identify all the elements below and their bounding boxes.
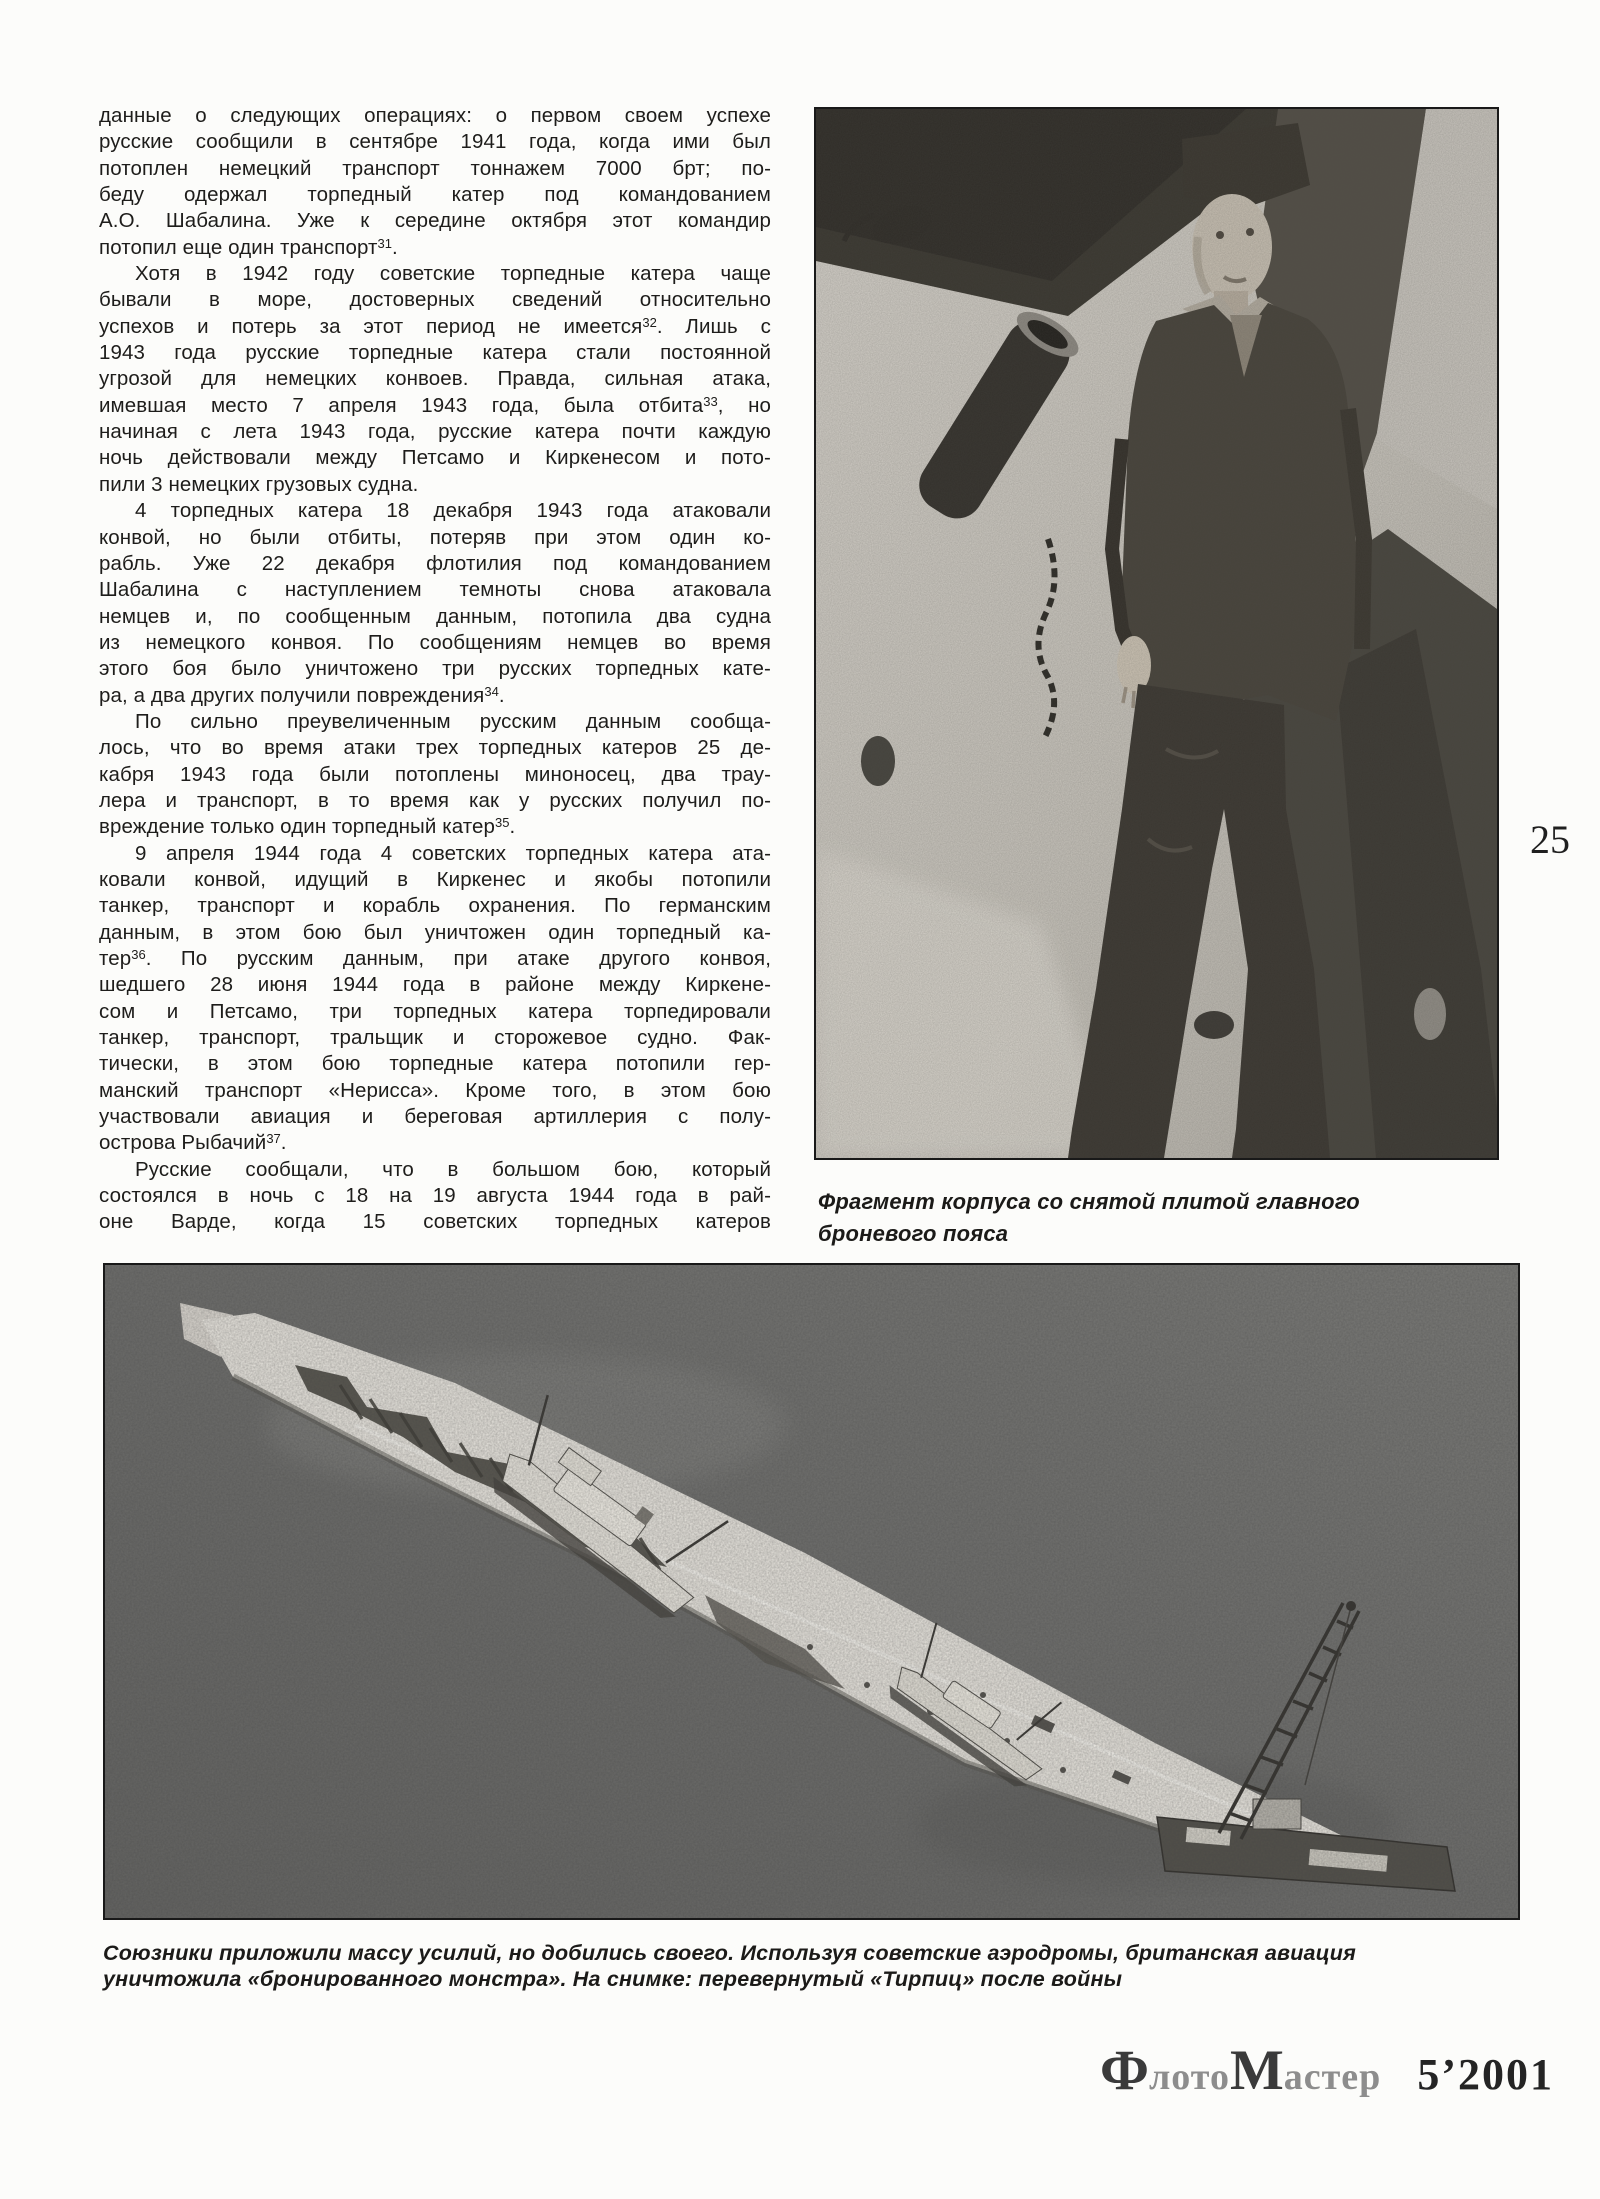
text-line: острова Рыбачий$^{37}$. — [99, 1131, 287, 1155]
text-line: 9 апреля 1944 года 4 советских торпедных катера ата- — [135, 841, 771, 865]
logo-part-aster: астер — [1283, 2056, 1382, 2098]
logo-part-loto: лото — [1148, 2056, 1230, 2098]
page-number: 25 — [1530, 817, 1570, 862]
text-line: манский транспорт «Нерисса». Кроме того, в этом бою — [99, 1078, 771, 1102]
text-line: ра, а два других получили повреждения$^{34}$. — [99, 683, 505, 707]
text-line: конвой, но были отбиты, потеряв при этом один ко- — [99, 525, 771, 549]
text-line: А.О. Шабалина. Уже к середине октября этот командир — [99, 209, 771, 233]
text-line: ночь действовали между Петсамо и Киркенесом и пото- — [99, 446, 771, 470]
magazine-logo — [1100, 2038, 1554, 2103]
text-line: бывали в море, достоверных сведений относительно — [99, 288, 771, 312]
text-line: потоплен немецкий транспорт тоннажем 7000 брт; по- — [99, 156, 771, 180]
text-line: вреждение только один торпедный катер$^{35}$. — [99, 815, 516, 839]
text-line: имевшая место 7 апреля 1943 года, была отбита$^{33}$, но — [99, 393, 771, 417]
bottom-photo-caption — [103, 1941, 1513, 1992]
tirpitz-wreck-photo — [103, 1263, 1520, 1920]
text-line: лера и транспорт, в то время как у русских получил по- — [99, 788, 771, 812]
logo-letter-m: М — [1229, 2039, 1284, 2102]
film-grain — [816, 109, 1497, 1158]
text-line: из немецкого конвоя. По сообщениям немцев во время — [99, 630, 771, 654]
text-line: 4 торпедных катера 18 декабря 1943 года атаковали — [135, 499, 771, 523]
text-line: кабря 1943 года были потоплены миноносец, два трау- — [99, 762, 771, 786]
text-line: По сильно преувеличенным русским данным сообща- — [135, 709, 771, 733]
tirpitz-wreck-photo-art — [105, 1265, 1518, 1918]
top-photo-caption — [818, 1186, 1458, 1250]
caption-line: Фрагмент корпуса со снятой плитой главного — [818, 1189, 1360, 1214]
text-line: немцев и, по сообщенным данным, потопила два судна — [99, 604, 771, 628]
text-line: русские сообщили в сентябре 1941 года, когда ими был — [99, 130, 771, 154]
hull-fragment-photo — [814, 107, 1499, 1160]
logo-letter-f: Ф — [1100, 2039, 1149, 2102]
text-line: шедшего 28 июня 1944 года в районе между Киркене- — [99, 973, 771, 997]
text-line: рабль. Уже 22 декабря флотилия под командованием — [99, 551, 771, 575]
text-line: танкер, транспорт и корабль охранения. По германским — [99, 894, 771, 918]
text-line: этого боя было уничтожено три русских торпедных кате- — [99, 657, 771, 681]
text-line: пили 3 немецких грузовых судна. — [99, 472, 419, 496]
text-line: состоялся в ночь с 18 на 19 августа 1944 года в рай- — [99, 1184, 771, 1208]
film-grain — [105, 1265, 1518, 1918]
text-line: оне Варде, когда 15 советских торпедных катеров — [99, 1210, 771, 1234]
text-line: беду одержал торпедный катер под командованием — [99, 183, 771, 207]
text-line: сом и Петсамо, три торпедных катера торпедировали — [99, 999, 771, 1023]
text-line: угрозой для немецких конвоев. Правда, сильная атака, — [99, 367, 771, 391]
text-line: Шабалина с наступлением темноты снова атаковала — [99, 578, 771, 602]
hull-fragment-photo-art — [816, 109, 1497, 1158]
text-line: успехов и потерь за этот период не имеется$^{32}$. Лишь с — [99, 314, 771, 338]
text-line: тер$^{36}$. По русским данным, при атаке другого конвоя, — [99, 947, 771, 970]
article-text-column — [99, 103, 771, 1236]
caption-line: Союзники приложили массу усилий, но добились своего. Используя советские аэродромы, британская авиация — [103, 1941, 1356, 1965]
text-line: участвовали авиация и береговая артиллерия с полу- — [99, 1105, 771, 1129]
caption-line: броневого пояса — [818, 1221, 1009, 1246]
text-line: лось, что во время атаки трех торпедных катеров 25 де- — [99, 736, 771, 760]
text-line: 1943 года русские торпедные катера стали постоянной — [99, 341, 771, 365]
text-line: тически, в этом бою торпедные катера потопили гер- — [99, 1052, 771, 1076]
text-line: танкер, транспорт, тральщик и сторожевое судно. Фак- — [99, 1026, 771, 1050]
text-line: Русские сообщали, что в большом бою, который — [135, 1157, 771, 1181]
text-line: данные о следующих операциях: о первом своем успехе — [99, 104, 771, 127]
issue-number: 5’2001 — [1417, 2050, 1554, 2099]
text-line: Хотя в 1942 году советские торпедные катера чаще — [135, 262, 771, 286]
text-line: данным, в этом бою был уничтожен один торпедный ка- — [99, 920, 771, 944]
caption-line: уничтожила «бронированного монстра». На снимке: перевернутый «Тирпиц» после войны — [103, 1966, 1123, 1991]
text-line: потопил еще один транспорт$^{31}$. — [99, 235, 398, 259]
text-line: начиная с лета 1943 года, русские катера почти каждую — [99, 420, 771, 444]
text-line: ковали конвой, идущий в Киркенес и якобы потопили — [99, 867, 771, 891]
